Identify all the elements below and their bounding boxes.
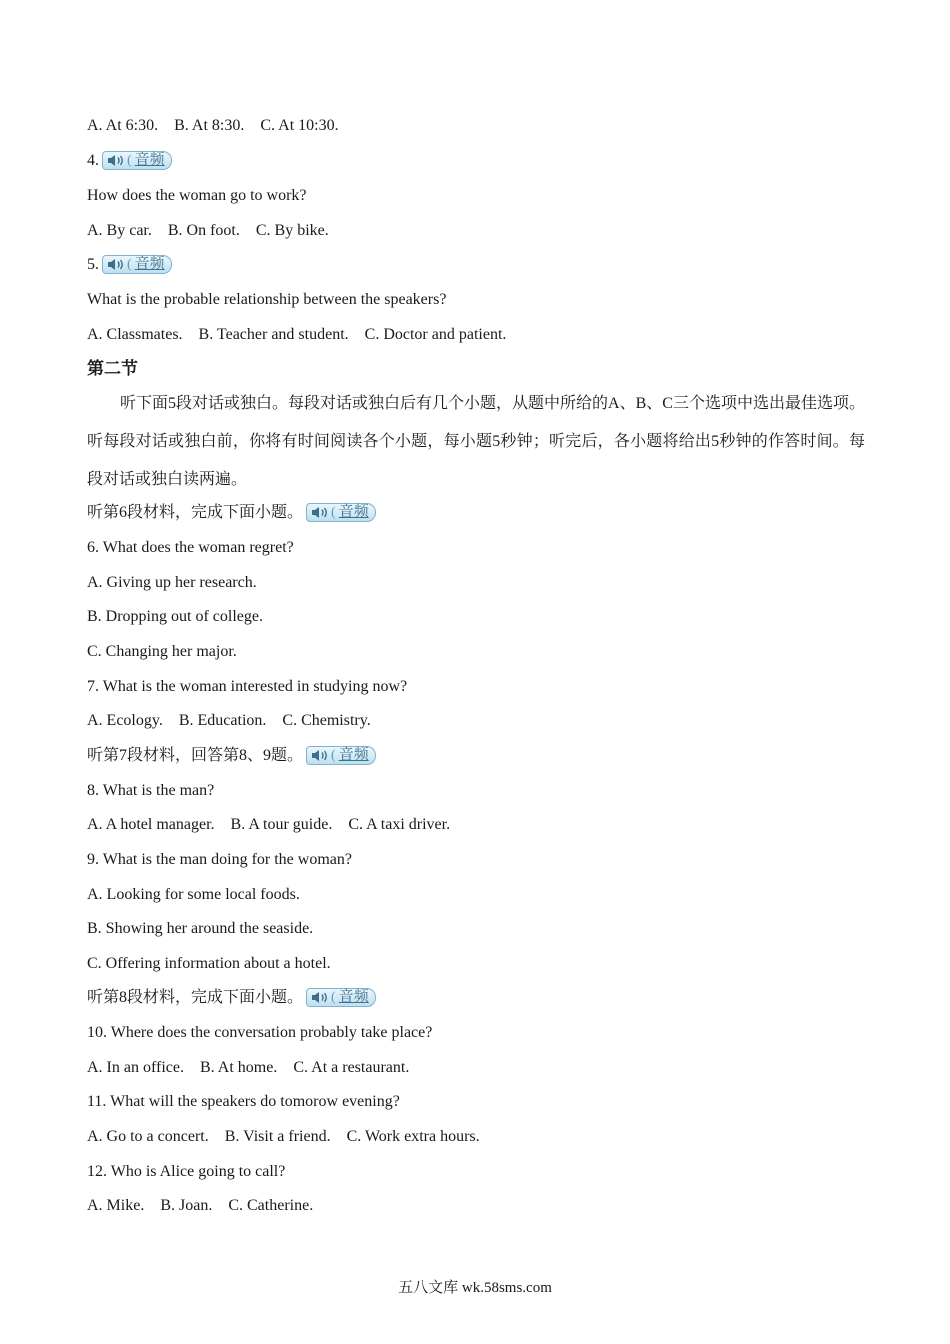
- audio-button-material-8[interactable]: ( 音频: [306, 988, 376, 1007]
- q5-option-b: B. Teacher and student.: [198, 326, 349, 343]
- q8-option-a: A. A hotel manager.: [87, 816, 215, 833]
- q10-option-c: C. At a restaurant.: [293, 1059, 410, 1076]
- audio-button-material-7[interactable]: ( 音频: [306, 746, 376, 765]
- q9-option-a: A. Looking for some local foods.: [87, 886, 300, 903]
- q12-option-b: B. Joan.: [160, 1197, 213, 1214]
- q11-option-b: B. Visit a friend.: [224, 1128, 331, 1145]
- audio-label: 音频: [338, 504, 369, 520]
- q7-option-a: A. Ecology.: [87, 712, 163, 729]
- material-6-text: 听第6段材料，完成下面小题。: [87, 504, 304, 521]
- q7-option-b: B. Education.: [178, 712, 267, 729]
- instructions-paragraph: 听下面5段对话或独白。每段对话或独白后有几个小题，从题中所给的A、B、C三个选项中选出最佳选项。听每段对话或独白前，你将有时间阅读各个小题，每小题5秒钟；听完后，各小题将给出5秒钟的作答时间。每段对话或独白读两遍。: [87, 395, 865, 488]
- audio-label: 音频: [134, 256, 165, 272]
- speaker-icon: [309, 748, 331, 763]
- q6-option-b: B. Dropping out of college.: [87, 608, 263, 625]
- q6-question: 6. What does the woman regret?: [87, 539, 294, 556]
- q5-options: [87, 324, 506, 346]
- material-6-intro: [87, 502, 376, 524]
- q11-question: 11. What will the speakers do tomorow evening?: [87, 1093, 400, 1110]
- q3-option-a: A. At 6:30.: [87, 117, 159, 134]
- q8-question: 8. What is the man?: [87, 782, 215, 799]
- audio-button-material-6[interactable]: ( 音频: [306, 503, 376, 522]
- q8-option-b: B. A tour guide.: [230, 816, 333, 833]
- q8-option-c: C. A taxi driver.: [348, 816, 451, 833]
- q10-option-a: A. In an office.: [87, 1059, 184, 1076]
- q5-question: What is the probable relationship between the speakers?: [87, 291, 447, 308]
- audio-button-q5[interactable]: ( 音频: [102, 255, 172, 274]
- q9-question: 9. What is the man doing for the woman?: [87, 851, 352, 868]
- speaker-icon: [105, 257, 127, 272]
- q5-option-c: C. Doctor and patient.: [364, 326, 507, 343]
- q3-option-b: B. At 8:30.: [174, 117, 245, 134]
- q10-option-b: B. At home.: [200, 1059, 278, 1076]
- q4-number: 4.: [87, 152, 99, 169]
- q4-header: [87, 150, 172, 172]
- q11-options: [87, 1126, 480, 1148]
- q12-option-a: A. Mike.: [87, 1197, 145, 1214]
- q10-question: 10. Where does the conversation probably take place?: [87, 1024, 433, 1041]
- q8-options: [87, 814, 450, 836]
- q7-option-c: C. Chemistry.: [282, 712, 371, 729]
- q4-option-c: C. By bike.: [255, 222, 329, 239]
- q5-option-a: A. Classmates.: [87, 326, 183, 343]
- q12-question: 12. Who is Alice going to call?: [87, 1163, 286, 1180]
- q5-header: [87, 254, 172, 276]
- q3-options: [87, 115, 339, 137]
- q4-option-a: A. By car.: [87, 222, 152, 239]
- q11-option-c: C. Work extra hours.: [346, 1128, 480, 1145]
- material-8-text: 听第8段材料，完成下面小题。: [87, 989, 304, 1006]
- audio-label: 音频: [338, 989, 369, 1005]
- q7-question: 7. What is the woman interested in studying now?: [87, 678, 408, 695]
- speaker-icon: [105, 153, 127, 168]
- q4-option-b: B. On foot.: [167, 222, 240, 239]
- speaker-icon: [309, 990, 331, 1005]
- q7-options: [87, 710, 371, 732]
- q5-number: 5.: [87, 256, 99, 273]
- q12-options: [87, 1195, 313, 1217]
- q12-option-c: C. Catherine.: [228, 1197, 314, 1214]
- material-7-text: 听第7段材料，回答第8、9题。: [87, 747, 304, 764]
- q11-option-a: A. Go to a concert.: [87, 1128, 209, 1145]
- q4-question: How does the woman go to work?: [87, 187, 307, 204]
- q10-options: [87, 1057, 409, 1079]
- speaker-icon: [309, 505, 331, 520]
- q3-option-c: C. At 10:30.: [260, 117, 339, 134]
- q6-option-c: C. Changing her major.: [87, 643, 237, 660]
- material-8-intro: [87, 987, 376, 1009]
- page-footer: 五八文库 wk.58sms.com: [398, 1280, 552, 1296]
- q9-option-b: B. Showing her around the seaside.: [87, 920, 314, 937]
- audio-label: 音频: [338, 747, 369, 763]
- section-heading: 第二节: [87, 359, 138, 378]
- q6-option-a: A. Giving up her research.: [87, 574, 257, 591]
- q9-option-c: C. Offering information about a hotel.: [87, 955, 331, 972]
- audio-button-q4[interactable]: ( 音频: [102, 151, 172, 170]
- material-7-intro: [87, 745, 376, 767]
- audio-label: 音频: [134, 152, 165, 168]
- q4-options: [87, 220, 329, 242]
